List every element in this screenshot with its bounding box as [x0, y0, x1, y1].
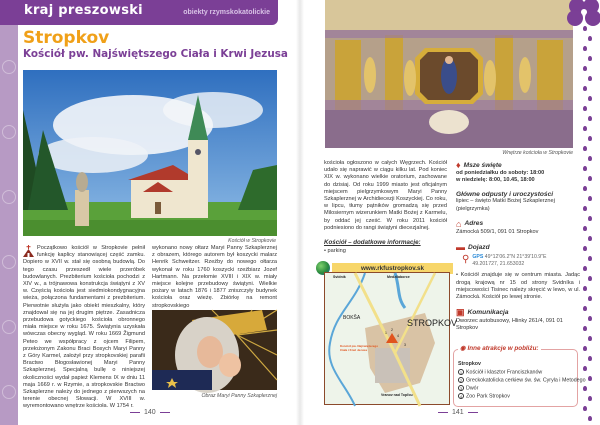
- attraction-item: 1 Kościół i klasztor Franciszkanów: [459, 369, 543, 376]
- footprint-icon: [588, 356, 592, 361]
- footprint-icon: [583, 66, 587, 71]
- footprint-icon: [583, 286, 587, 291]
- decorative-side-stripe: [0, 0, 18, 425]
- page-title: Stropkov: [23, 28, 110, 48]
- category-label: obiekty rzymskokatolickie: [183, 9, 270, 16]
- footprint-icon: [583, 86, 587, 91]
- footprint-icon: [588, 316, 592, 321]
- attractions-icon: ◉: [460, 345, 466, 352]
- map-town-label: STROPKOV: [407, 318, 458, 328]
- footprint-icon: [583, 126, 587, 131]
- painting-caption: Obraz Maryi Panny Szkaplerznej: [201, 393, 277, 399]
- footprint-icon: [588, 156, 592, 161]
- body-text-column-2: wykonano nowy ołtarz Maryi Panny Szkaplerznej z obrazem, którego autorem był koszycki malarz Henrik Schweitzer. Rzeźby do nowego ołtarza wykonał w roku 1760 koszycki rzeźbiarz Jozef Hartmann. Na przełomie XVIII i XIX w. miały miejsce kolejne przebudowy świątyni. Wielkie pożary w latach 1876 i 1877 zniszczyły budynek kościoła oraz wieżę. Zbiórkę na remont stropkovskiego: [152, 245, 277, 309]
- map-marker: 4: [397, 334, 399, 338]
- footprint-icon: [588, 396, 592, 401]
- flower-pattern-icon: [2, 60, 16, 74]
- region-label: kraj preszowski: [24, 3, 143, 18]
- section-header-bar: [0, 0, 278, 25]
- footprint-icon: [588, 336, 592, 341]
- address-heading: ⌂ Adres: [456, 218, 484, 229]
- priest-icon: ♦: [456, 160, 461, 170]
- map-marker: 3: [404, 343, 406, 347]
- footprint-icon: [583, 326, 587, 331]
- access-heading: ▬ Dojazd: [456, 242, 490, 253]
- footprint-icon: [588, 216, 592, 221]
- altar-interior-photo: [325, 0, 573, 148]
- footprint-icon: [583, 106, 587, 111]
- church-icon: [23, 245, 34, 257]
- footprint-icon: [583, 266, 587, 271]
- footprint-icon: [588, 116, 592, 121]
- footprint-icon: [583, 206, 587, 211]
- flower-pattern-icon: [2, 125, 16, 139]
- footprint-icon: [588, 196, 592, 201]
- madonna-painting-photo: [152, 310, 277, 390]
- masses-weekdays: od poniedziałku do soboty: 18:00: [456, 170, 545, 176]
- footprint-icon: [583, 226, 587, 231]
- map-district-label: BOKŠA: [343, 315, 361, 321]
- footprint-icon: [588, 56, 592, 61]
- attractions-heading: ◉ Inne atrakcje w pobliżu:: [460, 345, 539, 352]
- body-text-column-1: Początkowo kościół w Stropkovie pełnił funkcję kaplicy stanowiącej część zamku. Dopiero w XVII w. stał się osobną budowlą. Do tego czasu przeszedł wiele przeróbek budowlanych. Prezbiterium kościoła pochodzi z XIV w., a trójnawowa konstrukcja świątyni z XV w. Częścią kościoła jest siedmiokondygnacyjna wieża, połączona fundamentami z prezbiterium. Pierwotnie służyła jako obiekt mieszkalny, który znajdował się na jej drugim piętrze. Zasadnicza przebudowa gotyckiego kościoła obronnego miała miejsce w roku 1675. Świątynia uzyskała wówczas obecny wygląd. W roku 1669 Žigmund Peteo we współpracy z ojcem Filipem, przełożonym Zakonu Braci Bosych Maryi Panny z Góry Karmel, założył przy stropkovskiej parafii Bractwo Błogosławionej Maryi Panny Szkaplerznej. Specjalną bullę o niniejszej okoliczności wydał papież Klemens IX w dniu 11 maja 1669 r. w Rzymie, a stropkovskie Bractwo Szkaplerzne należy do jednego z pierwszych na terenie obecnej Słowacji. W XVIII w. wyremontowano wnętrze kościoła. W 1754 r.: [23, 245, 145, 410]
- extra-info-item: • parking: [324, 248, 346, 254]
- footprint-icon: [588, 36, 592, 41]
- footprint-icon: [588, 176, 592, 181]
- footprint-icon: [583, 166, 587, 171]
- car-icon: ▬: [456, 242, 465, 253]
- flower-pattern-icon: [2, 385, 16, 399]
- location-map[interactable]: [324, 272, 458, 405]
- footprint-icon: [583, 406, 587, 411]
- map-road-label: Medzilaborce: [387, 275, 410, 279]
- flower-pattern-icon: [2, 190, 16, 204]
- attractions-list: [458, 361, 586, 402]
- book-gutter: [296, 0, 304, 425]
- footprint-icon: [588, 256, 592, 261]
- map-marker: 2: [391, 328, 393, 332]
- home-icon: ⌂: [456, 218, 462, 229]
- footprint-icon: [583, 46, 587, 51]
- footprint-icon: [583, 26, 587, 31]
- feasts-heading: Główne odpusty i uroczystości: [456, 191, 554, 199]
- footprint-icon: [588, 96, 592, 101]
- attraction-item: 2 Greckokatolicka cerkiew św. św. Cyryla i Metodego: [459, 377, 586, 384]
- body-text-column-3: kościoła ogłoszono w całych Węgrzech. Kościół udało się naprawić w ciągu kilku lat. Pod koniec XIX w. wykonano wielkie oratorium, zachowane do dzisiaj. Od roku 1999 miasto jest oficjalnym miejscem pielgrzymkowym Maryi Panny Szkaplerznej w Archidiecezji Koszyckiej. Co roku, w lipcu, tłumy pątników gromadzą się przed Milosiernym wizerunkiem Matki Bożej z Karmelu, by oddać jej cześć. W roku 2011 kościół podniesiono do rangi świątyni diecezjalnej.: [324, 160, 447, 231]
- footprint-icon: [583, 146, 587, 151]
- gps-dms[interactable]: 49°12'06.2"N 21°39'10.9"E: [484, 254, 547, 261]
- footprint-icon: [588, 76, 592, 81]
- footprint-icon: [583, 246, 587, 251]
- flower-corner-icon: [565, 0, 600, 26]
- map-pin-icon: ⚲: [462, 254, 470, 266]
- map-road-label: Svidník: [333, 275, 346, 279]
- footprint-icon: [583, 346, 587, 351]
- page-number: 141: [438, 409, 478, 416]
- attraction-item: 3 Dwór: [459, 385, 479, 392]
- page-number: 140: [130, 409, 170, 416]
- altar-caption: Wnętrze kościoła w Stropkovie: [502, 150, 573, 156]
- page-subtitle: Kościół pw. Najświętszego Ciała i Krwi Jezusa: [23, 48, 288, 60]
- footprint-icon: [588, 136, 592, 141]
- gps-decimal[interactable]: 49.201727, 21.653032: [472, 261, 525, 268]
- footprint-icon: [583, 186, 587, 191]
- footprint-icon: [588, 276, 592, 281]
- extra-info-heading: Kościół – dodatkowe informacje:: [324, 239, 421, 246]
- flower-pattern-icon: [2, 255, 16, 269]
- masses-heading: ♦ Msze święte: [456, 160, 502, 170]
- flower-pattern-icon: [2, 320, 16, 334]
- masses-sunday: w niedzielę: 8:00, 10.45, 18:00: [456, 177, 535, 184]
- footprint-icon: [588, 416, 592, 421]
- access-directions: • Kościół znajduje się w centrum miasta. Jadąc drogą krajową nr 15 od strony Svidníka i miejscowości Tisinec należy skręcić w lewo, w ul. Zámocká. Kościół po lewej stronie.: [456, 272, 580, 301]
- footprint-icon: [583, 306, 587, 311]
- map-road-label: Vranov nad Topľou: [381, 393, 413, 397]
- transport-heading: ▣ Komunikacja: [456, 307, 509, 318]
- feasts-text: lipiec – święto Matki Bożej Szkaplerznej (pielgrzymka): [456, 198, 555, 212]
- attractions-town: Stropkov: [458, 361, 481, 367]
- footprint-icon: [588, 296, 592, 301]
- transport-text: Dworzec autobusowy, Hlinky 261/4, 091 01 Stropkov: [456, 318, 563, 332]
- footprint-icon: [588, 376, 592, 381]
- footprint-icon: [588, 236, 592, 241]
- attraction-item: 4 Zoo Park Stropkov: [459, 393, 510, 400]
- map-church-label: Kościół pw. Najświętszego Ciała i Krwi Jezusa: [340, 344, 379, 352]
- gps-block: ⚲ GPS 49°12'06.2"N 21°39'10.9"E 49.201727, 21.653032: [462, 254, 547, 268]
- church-exterior-photo: [23, 70, 277, 236]
- address-text: Zámocká 509/1, 091 01 Stropkov: [456, 228, 539, 235]
- info-sidebar: [456, 160, 580, 333]
- website-link[interactable]: www.rkfustropkov.sk: [332, 263, 453, 274]
- bus-icon: ▣: [456, 307, 465, 318]
- photo-caption: Kościół w Stropkovie: [228, 238, 276, 244]
- map-marker: 1: [385, 331, 387, 335]
